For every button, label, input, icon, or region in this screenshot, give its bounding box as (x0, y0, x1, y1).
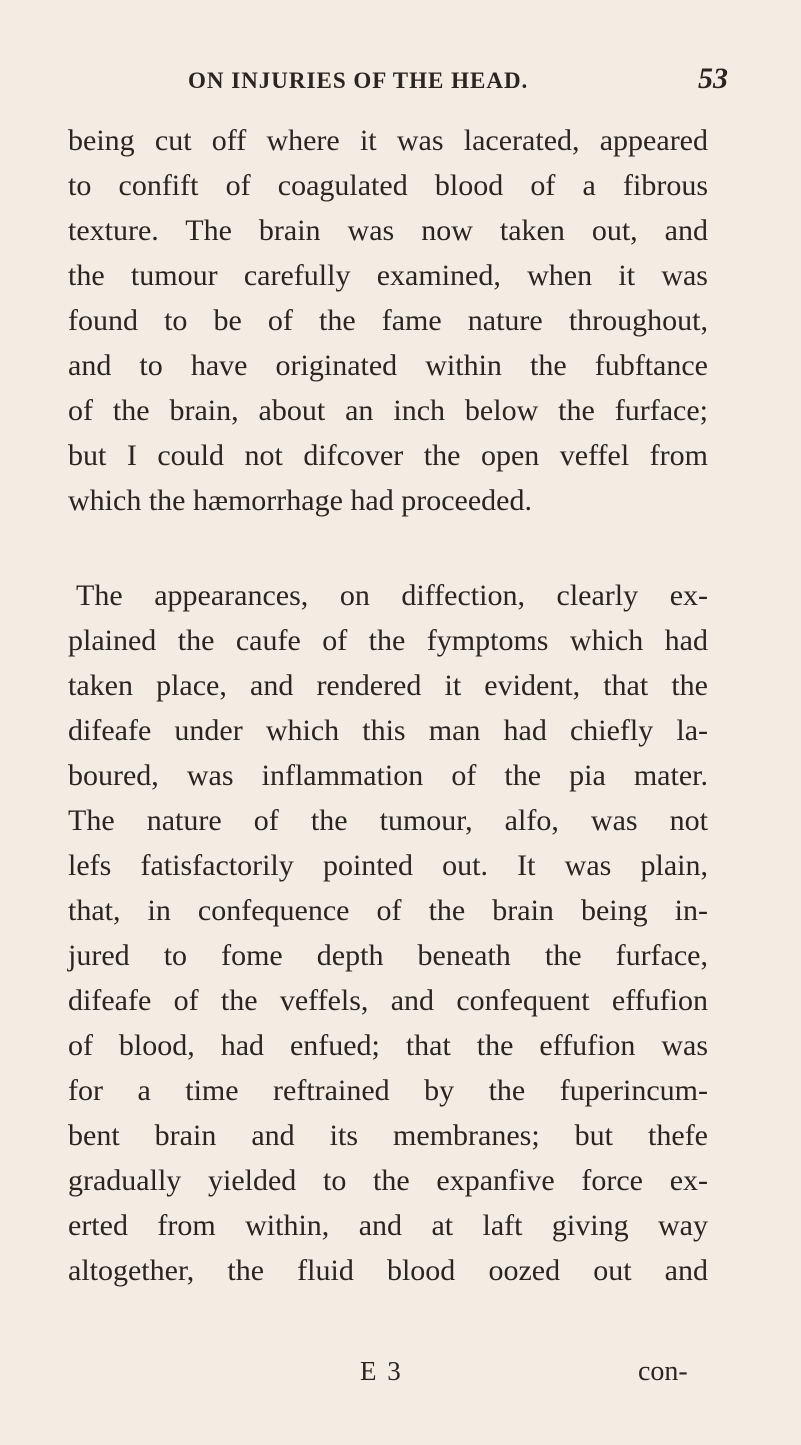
text-line: altogether, the fluid blood oozed out and (68, 1254, 708, 1287)
text-line: being cut off where it was lacerated, appeared (68, 124, 708, 157)
text-line: difeafe of the veffels, and confequent effufion (68, 984, 708, 1017)
page-header (188, 62, 728, 102)
paragraph-1 (68, 118, 708, 523)
text-line: The appearances, on diffection, clearly ex- (76, 579, 708, 612)
text-line: lefs fatisfactorily pointed out. It was plain, (68, 849, 708, 882)
text-line: but I could not difcover the open veffel from (68, 439, 708, 472)
signature-mark: E 3 (360, 1356, 403, 1386)
text-line: plained the caufe of the fymptoms which had (68, 624, 708, 657)
paragraph-break (68, 523, 708, 573)
text-line: erted from within, and at laft giving way (68, 1209, 708, 1242)
text-line: jured to fome depth beneath the furface, (68, 939, 708, 972)
text-line: bent brain and its membranes; but thefe (68, 1119, 708, 1152)
catchword: con- (638, 1356, 688, 1387)
page-number: 53 (698, 62, 728, 95)
text-line: of the brain, about an inch below the furface; (68, 394, 708, 427)
text-line: texture. The brain was now taken out, and (68, 214, 708, 247)
running-head: ON INJURIES OF THE HEAD. (188, 68, 529, 93)
text-line: for a time reftrained by the fuperincum- (68, 1074, 708, 1107)
text-line: that, in confequence of the brain being in- (68, 894, 708, 927)
text-line: to confift of coagulated blood of a fibrous (68, 169, 708, 202)
text-line: The nature of the tumour, alfo, was not (68, 804, 708, 837)
body-text (68, 118, 708, 1293)
text-line: of blood, had enfued; that the effufion was (68, 1029, 708, 1062)
text-line: gradually yielded to the expanfive force ex- (68, 1164, 708, 1197)
paragraph-2 (68, 573, 708, 1293)
page-footer (0, 1356, 801, 1396)
text-line: boured, was inflammation of the pia mater. (68, 759, 708, 792)
text-line: the tumour carefully examined, when it was (68, 259, 708, 292)
text-line: taken place, and rendered it evident, that the (68, 669, 708, 702)
text-line: which the hæmorrhage had proceeded. (68, 484, 532, 517)
text-line: and to have originated within the fubftance (68, 349, 708, 382)
text-line: found to be of the fame nature throughout, (68, 304, 708, 337)
text-line: difeafe under which this man had chiefly la- (68, 714, 708, 747)
